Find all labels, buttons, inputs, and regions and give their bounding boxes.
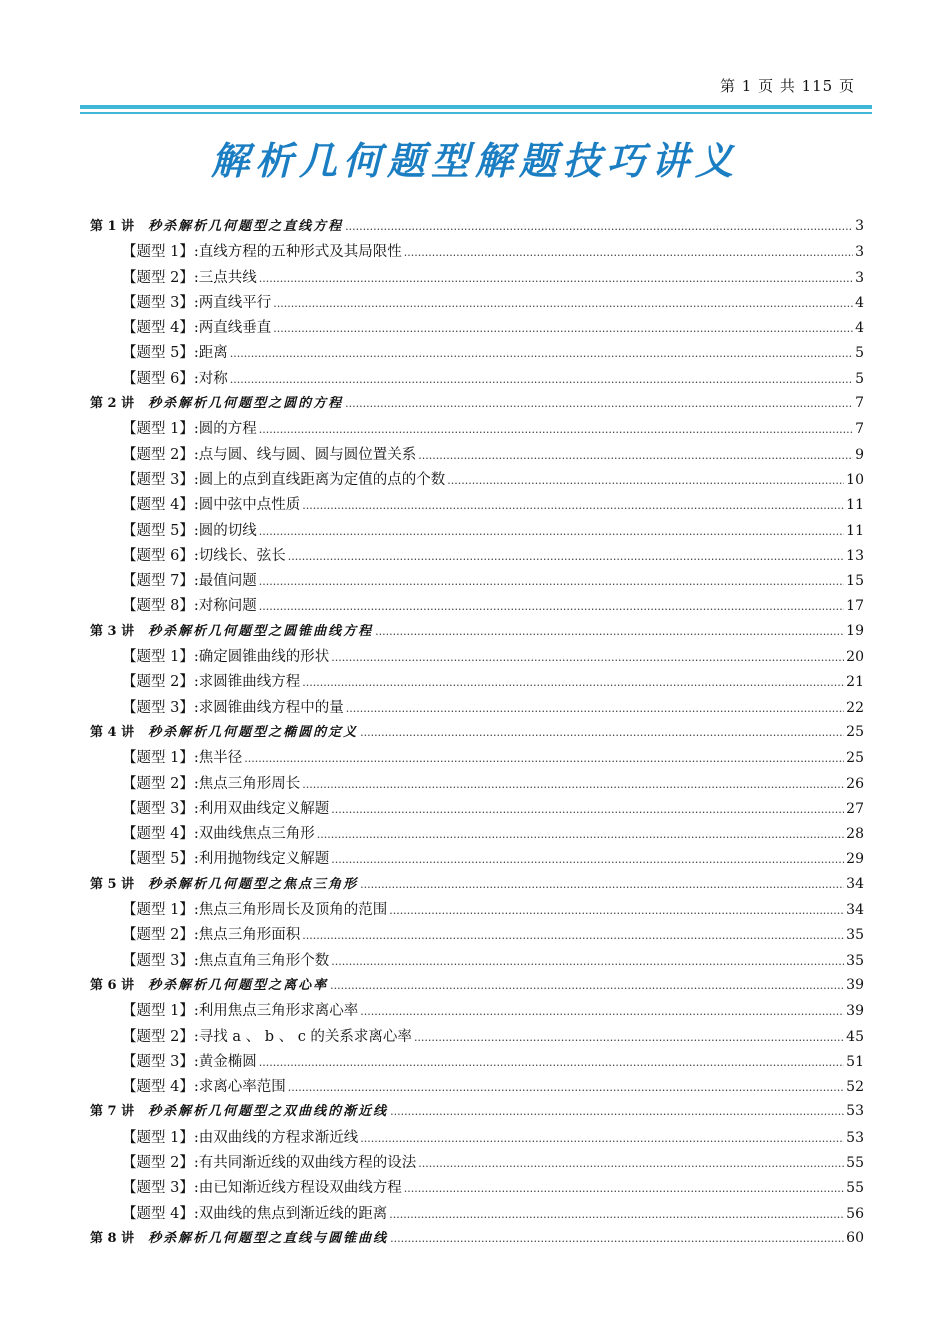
page-indicator: 第 1 页 共 115 页 <box>719 77 855 95</box>
item-label: 【题型 3】: <box>122 471 199 488</box>
toc-item-row[interactable] <box>90 923 864 948</box>
page-number: 15 <box>846 573 864 590</box>
page-number: 27 <box>846 800 864 817</box>
page-number: 28 <box>846 826 864 843</box>
leader-dots <box>389 1208 844 1221</box>
toc-lecture-row[interactable] <box>90 215 864 240</box>
item-label: 【题型 6】: <box>122 370 199 387</box>
document-title: 解析几何题型解题技巧讲义 <box>210 138 739 183</box>
toc-lecture-row[interactable] <box>90 392 864 417</box>
lecture-title: 秒杀解析几何题型之离心率 <box>148 977 329 993</box>
leader-dots <box>418 449 853 462</box>
item-label: 【题型 3】: <box>122 294 199 311</box>
page-number: 35 <box>846 952 864 969</box>
toc-item-row[interactable] <box>90 999 864 1024</box>
leader-dots <box>302 929 844 942</box>
leader-dots <box>404 246 853 259</box>
leader-dots <box>302 676 844 689</box>
page-number: 29 <box>846 851 864 868</box>
leader-dots <box>288 550 844 563</box>
leader-dots <box>259 575 844 588</box>
leader-dots <box>259 423 853 436</box>
page-number: 53 <box>846 1129 864 1146</box>
item-label: 【题型 7】: <box>122 573 199 590</box>
page-number: 20 <box>846 649 864 666</box>
toc-item-row[interactable] <box>90 645 864 670</box>
leader-dots <box>345 220 853 233</box>
toc-item-row[interactable] <box>90 544 864 569</box>
page-number: 53 <box>846 1103 864 1120</box>
item-title: 寻找 a 、 b 、 c 的关系求离心率 <box>198 1028 412 1045</box>
item-label: 【题型 1】: <box>122 1129 199 1146</box>
leader-dots <box>244 752 844 765</box>
item-title: 两直线垂直 <box>198 320 272 337</box>
item-title: 黄金椭圆 <box>198 1053 257 1070</box>
leader-dots <box>317 828 844 841</box>
page-number: 19 <box>846 622 864 639</box>
page-number: 56 <box>846 1205 864 1222</box>
page-number: 3 <box>855 269 864 286</box>
leader-dots <box>302 499 844 512</box>
leader-dots <box>346 702 844 715</box>
item-label: 【题型 6】: <box>122 547 199 564</box>
lecture-number: 第 7 讲 <box>90 1104 135 1120</box>
item-label: 【题型 5】: <box>122 522 199 539</box>
item-title: 切线长、弦长 <box>198 547 286 564</box>
lecture-number: 第 1 讲 <box>90 219 135 234</box>
toc-lecture-row[interactable] <box>90 721 864 746</box>
item-label: 【题型 4】: <box>122 1205 199 1222</box>
item-title: 点与圆、线与圆、圆与圆位置关系 <box>198 446 417 463</box>
toc-item-row[interactable] <box>90 1202 864 1227</box>
leader-dots <box>390 1105 844 1118</box>
item-title: 焦点直角三角形个数 <box>198 952 330 969</box>
item-label: 【题型 2】: <box>122 1154 199 1171</box>
item-title: 双曲线焦点三角形 <box>198 826 315 843</box>
item-label: 【题型 3】: <box>122 1180 199 1197</box>
item-title: 求离心率范围 <box>198 1079 286 1096</box>
page-number: 7 <box>855 395 864 412</box>
toc-item-row[interactable] <box>90 1025 864 1050</box>
item-title: 焦点三角形周长 <box>198 775 301 792</box>
item-title: 圆的方程 <box>198 421 257 438</box>
page-number: 7 <box>855 421 864 438</box>
leader-dots <box>447 474 844 487</box>
item-label: 【题型 1】: <box>122 902 199 919</box>
item-title: 对称 <box>198 370 228 387</box>
page-number: 25 <box>846 723 864 740</box>
toc-item-row[interactable] <box>90 847 864 872</box>
item-title: 由已知渐近线方程设双曲线方程 <box>198 1180 402 1197</box>
item-title: 利用焦点三角形求离心率 <box>198 1003 359 1020</box>
page-number: 52 <box>846 1079 864 1096</box>
item-label: 【题型 1】: <box>122 421 199 438</box>
toc-item-row[interactable] <box>90 1176 864 1201</box>
item-label: 【题型 4】: <box>122 1079 199 1096</box>
item-label: 【题型 3】: <box>122 1053 199 1070</box>
leader-dots <box>404 1182 844 1195</box>
toc-item-row[interactable] <box>90 1151 864 1176</box>
lecture-number: 第 4 讲 <box>90 724 135 740</box>
leader-dots <box>414 1031 844 1044</box>
toc-item-row[interactable] <box>90 1126 864 1151</box>
toc-item-row[interactable] <box>90 949 864 974</box>
leader-dots <box>360 1132 844 1145</box>
leader-dots <box>360 726 844 739</box>
item-title: 最值问题 <box>198 573 257 590</box>
item-title: 由双曲线的方程求渐近线 <box>198 1129 359 1146</box>
toc-item-row[interactable] <box>90 341 864 366</box>
item-label: 【题型 5】: <box>122 345 199 362</box>
lecture-title: 秒杀解析几何题型之椭圆的定义 <box>148 724 359 740</box>
item-label: 【题型 3】: <box>122 699 199 716</box>
toc-item-row[interactable] <box>90 468 864 493</box>
page-number: 5 <box>855 345 864 362</box>
toc-lecture-row[interactable] <box>90 1227 864 1252</box>
leader-dots <box>288 1081 844 1094</box>
item-title: 焦点三角形周长及顶角的范围 <box>198 902 388 919</box>
item-title: 利用抛物线定义解题 <box>198 851 330 868</box>
item-label: 【题型 1】: <box>122 750 199 767</box>
lecture-number: 第 8 讲 <box>90 1230 135 1246</box>
leader-dots <box>331 853 844 866</box>
item-title: 求圆锥曲线方程 <box>198 674 301 691</box>
lecture-number: 第 3 讲 <box>90 623 135 639</box>
leader-dots <box>331 955 844 968</box>
leader-dots <box>273 297 853 310</box>
lecture-title: 秒杀解析几何题型之圆的方程 <box>148 396 344 412</box>
item-label: 【题型 2】: <box>122 1028 199 1045</box>
page-number: 4 <box>855 294 864 311</box>
toc-item-row[interactable] <box>90 240 864 265</box>
page-number: 55 <box>846 1154 864 1171</box>
item-label: 【题型 3】: <box>122 800 199 817</box>
toc-item-row[interactable] <box>90 316 864 341</box>
item-label: 【题型 2】: <box>122 775 199 792</box>
toc-item-row[interactable] <box>90 493 864 518</box>
item-title: 确定圆锥曲线的形状 <box>198 649 330 666</box>
item-label: 【题型 2】: <box>122 674 199 691</box>
toc-item-row[interactable] <box>90 670 864 695</box>
toc-lecture-row[interactable] <box>90 1100 864 1125</box>
toc-item-row[interactable] <box>90 519 864 544</box>
page-number: 45 <box>846 1028 864 1045</box>
leader-dots <box>273 322 853 335</box>
page-number: 55 <box>846 1180 864 1197</box>
item-label: 【题型 5】: <box>122 851 199 868</box>
item-title: 圆上的点到直线距离为定值的点的个数 <box>198 471 446 488</box>
item-title: 利用双曲线定义解题 <box>198 800 330 817</box>
toc-lecture-row[interactable] <box>90 620 864 645</box>
leader-dots <box>259 600 844 613</box>
page-number: 60 <box>846 1229 864 1246</box>
item-label: 【题型 1】: <box>122 1003 199 1020</box>
toc-item-row[interactable] <box>90 898 864 923</box>
toc-item-row[interactable] <box>90 569 864 594</box>
item-title: 双曲线的焦点到渐近线的距离 <box>198 1205 388 1222</box>
header-rule-thin <box>80 112 872 114</box>
lecture-title: 秒杀解析几何题型之焦点三角形 <box>148 876 359 892</box>
item-title: 焦半径 <box>198 750 243 767</box>
toc-item-row[interactable] <box>90 367 864 392</box>
item-title: 有共同渐近线的双曲线方程的设法 <box>198 1154 417 1171</box>
item-title: 求圆锥曲线方程中的量 <box>198 699 344 716</box>
page-number: 34 <box>846 902 864 919</box>
toc-lecture-row[interactable] <box>90 974 864 999</box>
toc-item-row[interactable] <box>90 797 864 822</box>
page-number: 3 <box>855 218 864 234</box>
page-number: 10 <box>846 471 864 488</box>
item-title: 对称问题 <box>198 598 257 615</box>
toc-item-row[interactable] <box>90 696 864 721</box>
toc-item-row[interactable] <box>90 1050 864 1075</box>
lecture-title: 秒杀解析几何题型之直线与圆锥曲线 <box>148 1230 389 1246</box>
page-number: 35 <box>846 927 864 944</box>
item-label: 【题型 4】: <box>122 320 199 337</box>
page-number: 21 <box>846 674 864 691</box>
page-number: 3 <box>855 244 864 261</box>
leader-dots <box>418 1157 844 1170</box>
toc-item-row[interactable] <box>90 772 864 797</box>
page-number: 17 <box>846 598 864 615</box>
page-number: 5 <box>855 370 864 387</box>
page-number: 22 <box>846 699 864 716</box>
leader-dots <box>389 904 844 917</box>
item-label: 【题型 2】: <box>122 927 199 944</box>
page-number: 11 <box>846 497 864 514</box>
toc-item-row[interactable] <box>90 443 864 468</box>
item-title: 圆中弦中点性质 <box>198 497 301 514</box>
leader-dots <box>259 272 853 285</box>
page-number: 26 <box>846 775 864 792</box>
leader-dots <box>331 651 844 664</box>
page-number: 25 <box>846 750 864 767</box>
toc-item-row[interactable] <box>90 1075 864 1100</box>
lecture-title: 秒杀解析几何题型之圆锥曲线方程 <box>148 623 374 639</box>
leader-dots <box>230 347 853 360</box>
leader-dots <box>345 397 853 410</box>
leader-dots <box>390 1232 844 1245</box>
leader-dots <box>259 525 844 538</box>
page-number: 51 <box>846 1053 864 1070</box>
toc-item-row[interactable] <box>90 746 864 771</box>
leader-dots <box>360 878 844 891</box>
page-number: 13 <box>846 547 864 564</box>
item-title: 三点共线 <box>198 269 257 286</box>
lecture-number: 第 6 讲 <box>90 977 135 993</box>
leader-dots <box>302 778 844 791</box>
lecture-title: 秒杀解析几何题型之双曲线的渐近线 <box>148 1104 389 1120</box>
page-number: 34 <box>846 875 864 892</box>
item-label: 【题型 8】: <box>122 598 199 615</box>
header-rule-thick <box>80 105 872 109</box>
leader-dots <box>330 979 844 992</box>
leader-dots <box>331 803 844 816</box>
toc-item-row[interactable] <box>90 291 864 316</box>
table-of-contents <box>90 215 864 1252</box>
item-label: 【题型 2】: <box>122 269 199 286</box>
item-title: 焦点三角形面积 <box>198 927 301 944</box>
page-number: 9 <box>855 446 864 463</box>
leader-dots <box>230 373 853 386</box>
page-number: 39 <box>846 1003 864 1020</box>
item-label: 【题型 1】: <box>122 244 199 261</box>
item-label: 【题型 4】: <box>122 826 199 843</box>
item-title: 圆的切线 <box>198 522 257 539</box>
leader-dots <box>360 1005 844 1018</box>
item-label: 【题型 1】: <box>122 649 199 666</box>
item-label: 【题型 2】: <box>122 446 199 463</box>
page-number: 4 <box>855 320 864 337</box>
item-title: 两直线平行 <box>198 294 272 311</box>
toc-item-row[interactable] <box>90 594 864 619</box>
item-title: 距离 <box>198 345 228 362</box>
toc-item-row[interactable] <box>90 266 864 291</box>
toc-item-row[interactable] <box>90 822 864 847</box>
toc-lecture-row[interactable] <box>90 873 864 898</box>
lecture-number: 第 2 讲 <box>90 396 135 412</box>
leader-dots <box>259 1056 844 1069</box>
item-label: 【题型 4】: <box>122 497 199 514</box>
lecture-number: 第 5 讲 <box>90 876 135 892</box>
lecture-title: 秒杀解析几何题型之直线方程 <box>148 219 344 234</box>
page-number: 11 <box>846 522 864 539</box>
page-number: 39 <box>846 976 864 993</box>
item-title: 直线方程的五种形式及其局限性 <box>198 244 402 261</box>
leader-dots <box>375 625 844 638</box>
toc-item-row[interactable] <box>90 417 864 442</box>
item-label: 【题型 3】: <box>122 952 199 969</box>
